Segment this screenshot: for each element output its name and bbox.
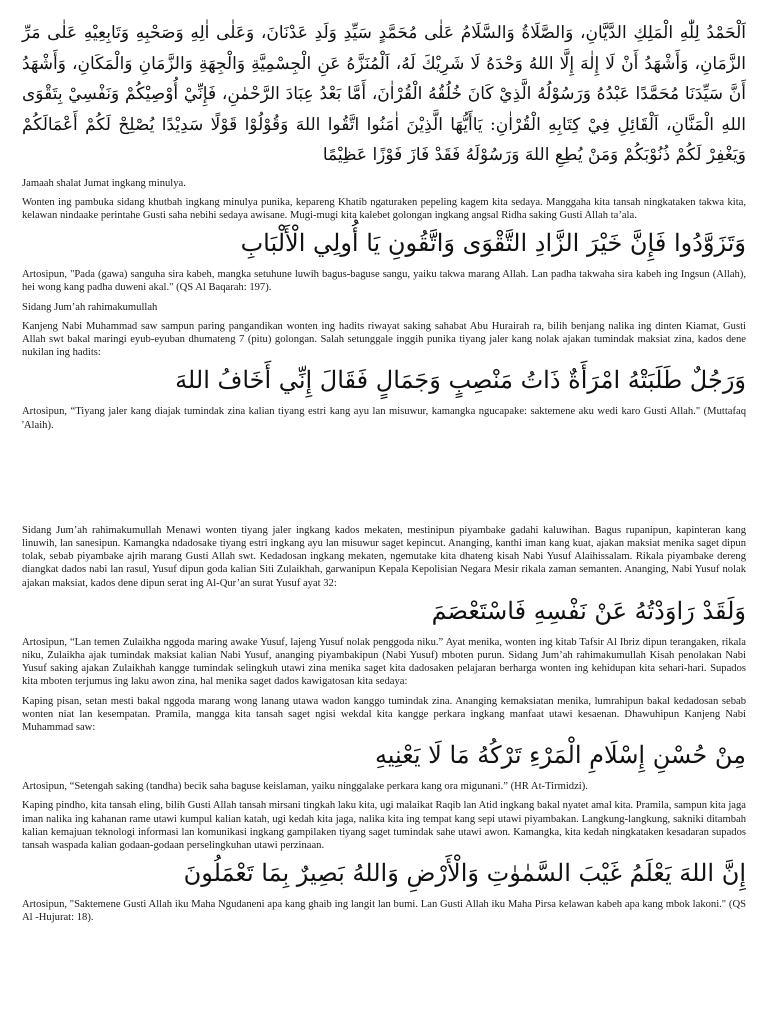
translation-yusuf-32: Artosipun, “Lan temen Zulaikha nggoda maring awake Yusuf, lajeng Yusuf nolak penggoda niku.” Ayat menika, wonten ing kitab Tafsir Al Ibriz dipun terangaken, rikala niku, Zulaikha ajak tumindak maksiat kalian Nabi Yusuf, ananging piyambakipun (Nabi Yusuf) mboten purun. Sidang Jum’ah rahimakumullah Kisah penolakan Nabi Yusuf saking ajakan Zulaikhah kangge tumindak selingkuh utawi zina menika saget kita dadosaken pelajaran berharga wonten ing kehidupan kita sehari-hari. Supados kita mboten terjumus ing laku awon zina, hal menika saget dados kawigatosan kita sedaya: <box>22 636 746 688</box>
salutation-sidang-jumah: Sidang Jum’ah rahimakumullah <box>22 301 158 313</box>
opening-arabic-prayer: اَلْحَمْدُ لِلّٰهِ الْمَلِكِ الدَّيَّانِ، وَالصَّلَاةُ وَالسَّلَامُ عَلٰى مُحَمَّدٍ سَيِّدِ وَلَدِ عَدْنَانَ، وَعَلٰى اٰلِهِ وَصَحْبِهِ وَتَابِعِيْهِ عَلٰى مَرِّ الزَّمَانِ، وَأَشْهَدُ أَنْ لَا إِلٰهَ إِلَّا اللهُ وَحْدَهُ لَا شَرِيْكَ لَهُ، اَلْمُنَزَّهُ عَنِ الْجِسْمِيَّةِ وَالْجِهَةِ وَالزَّمَانِ وَالْمَكَانِ، وَأَشْهَدُ أَنَّ سَيِّدَنَا مُحَمَّدًا عَبْدُهُ وَرَسُوْلُهُ الَّذِيْ كَانَ خُلُقُهُ الْقُرْاٰنَ، أَمَّا بَعْدُ عِبَادَ الرَّحْمٰنِ، فَإِنِّيْ أُوْصِيْكُمْ وَنَفْسِيْ بِتَقْوَى اللهِ الْمَنَّانِ، اَلْقَائِلِ فِيْ كِتَابِهِ الْقُرْاٰنِ: يَاأَيُّهَا الَّذِيْنَ اٰمَنُوا اتَّقُوا اللهَ وَقُوْلُوْا قَوْلًا سَدِيْدًا يُصْلِحْ لَكُمْ أَعْمَالَكُمْ وَيَغْفِرْ لَكُمْ ذُنُوْبَكُمْ وَمَنْ يُطِعِ اللهَ وَرَسُوْلَهُ فَقَدْ فَازَ فَوْزًا عَظِيْمًا <box>22 23 746 165</box>
document-page <box>22 18 746 931</box>
blank-space <box>22 438 746 524</box>
hadith-arabic: وَرَجُلٌ طَلَبَتْهُ امْرَأَةٌ ذَاتُ مَنْصِبٍ وَجَمَالٍ فَقَالَ إِنِّي أَخَافُ اللهَ <box>175 366 746 395</box>
verse-al-baqarah-197: وَتَزَوَّدُوا فَإِنَّ خَيْرَ الزَّادِ التَّقْوَى وَاتَّقُونِ يَا أُولِي الْأَلْبَابِ <box>240 229 746 258</box>
salutation: Jamaah shalat Jumat ingkang minulya. <box>22 177 186 189</box>
translation-hadith: Artosipun, “Tiyang jaler kang diajak tumindak zina kalian tiyang estri kang ayu lan misuwur, kamangka ngucapake: saktemene aku wedi karo Gusti Allah." (Muttafaq 'Alaih). <box>22 406 746 431</box>
translation-al-hujurat-18: Artosipun, "Saktemene Gusti Allah iku Maha Ngudaneni apa kang ghaib ing langit lan bumi. Lan Gusti Allah iku Maha Pirsa kelawan kabeh apa kang mbok lakoni." (QS Al -Hujurat: 18). <box>22 899 746 924</box>
translation-al-baqarah-197: Artosipun, "Pada (gawa) sanguha sira kabeh, mangka setuhune luwih bagus-baguse sangu, yaiku takwa marang Allah. Lan padha takwaha sira kabeh ing Ingsun (Allah), hei wong kang padha duweni akal." (QS Al Baqarah: 197). <box>22 269 746 294</box>
translation-hadith-tirmidzi: Artosipun, “Setengah saking (tandha) becik saha baguse keislaman, yaiku ninggalake perkara kang ora migunani.” (HR At-Tirmidzi). <box>22 781 588 793</box>
paragraph-hadith-intro: Kanjeng Nabi Muhammad saw sampun paring pangandikan wonten ing hadits riwayat saking sahabat Abu Hurairah ra, bilih benjang nalika ing dinten Kiamat, Gusti Allah swt bakal maringi eyub-eyuban dhumateng 7 (pitu) golongan. Salah setunggale inggih punika tiyang jaler kang nolak ajakan tumindak maksiat zina, kados dene nukilan ing hadits: <box>22 320 746 359</box>
hadith-tirmidzi-arabic: مِنْ حُسْنِ إِسْلَامِ الْمَرْءِ تَرْكُهُ مَا لَا يَعْنِيهِ <box>374 741 746 770</box>
paragraph-kaping-pindho: Kaping pindho, kita tansah eling, bilih Gusti Allah tansah mirsani tingkah laku kita, ugi malaikat Raqib lan Atid ingkang bakal nyatet amal kita. Pramila, sampun kita jaga iman nalika ing kahanan rame utawi kumpul kalian katah, ugi kedah kita jaga, nalika kita ing tempat kang sepi utawi piyambakan. Langkung-langkung, sakniki ditambah kalian kemajuan teknologi informasi lan komunikasi ingkang gampilaken tiyang saget tumindak sahe utawi awon. Kamangka, kita kedah ningkataken kesadaran supados tansah waspada kalian godaan-godaan perselingkuhan utawi perzinaan. <box>22 800 746 851</box>
paragraph-nabi-yusuf: Sidang Jum’ah rahimakumullah Menawi wonten tiyang jaler ingkang kados mekaten, mestinipun piyambake gadahi kaluwihan. Bagus rupanipun, kapinteran kang linuwih, lan sanesipun. Kamangka ndadosake tiyang estri ingkang ayu lan misuwur saget kepincut. Ananging, kanthi iman kang kuat, ajakan maksiat menika saget dipun tolak, sebab piyambake ajrih marang Gusti Allah swt. Kedadosan ingkang mekaten, ngemutake kita dhateng kisah Nabi Yusuf Alaihissalam. Rikala piyambake dereng diangkat dados nabi lan rasul, Yusuf dipun goda kalian Siti Zulaikhah, garwanipun Kepala Kepolisian Negara Mesir rikala zaman semanten. Ananging, Nabi Yusuf nolak ajakan maksiat, kados dene dipun serat ing Al-Qur’an surat Yusuf ayat 32: <box>22 524 746 589</box>
paragraph-kaping-pisan: Kaping pisan, setan mesti bakal nggoda marang wong lanang utawa wadon kanggo tumindak zina. Ananging kemaksiatan menika, lumrahipun bakal kedadosan sebab wonten niat lan kesempatan. Pramila, mangga kita tansah saget ngisi wekdal kita kangge perkara ingkang manfaat utawi kesaenan. Dhawuhipun Kanjeng Nabi Muhammad saw: <box>22 695 746 733</box>
paragraph-opening: Wonten ing pambuka sidang khutbah ingkang minulya punika, kepareng Khatib ngaturaken pepeling kagem kita sedaya. Manggaha kita tansah ningkataken takwa kita, kelawan nindaake perintahe Gusti saha nebihi sedaya awisane. Mugi-mugi kita kalebet golongan ingkang angsal Ridha saking Gusti Allah ta’ala. <box>22 196 746 221</box>
verse-yusuf-32: وَلَقَدْ رَاوَدْتُهُ عَنْ نَفْسِهِ فَاسْتَعْصَمَ <box>431 596 746 625</box>
verse-al-hujurat-18: إِنَّ اللهَ يَعْلَمُ غَيْبَ السَّمٰوٰتِ وَالْأَرْضِ وَاللهُ بَصِيرٌ بِمَا تَعْمَلُونَ <box>183 859 746 888</box>
